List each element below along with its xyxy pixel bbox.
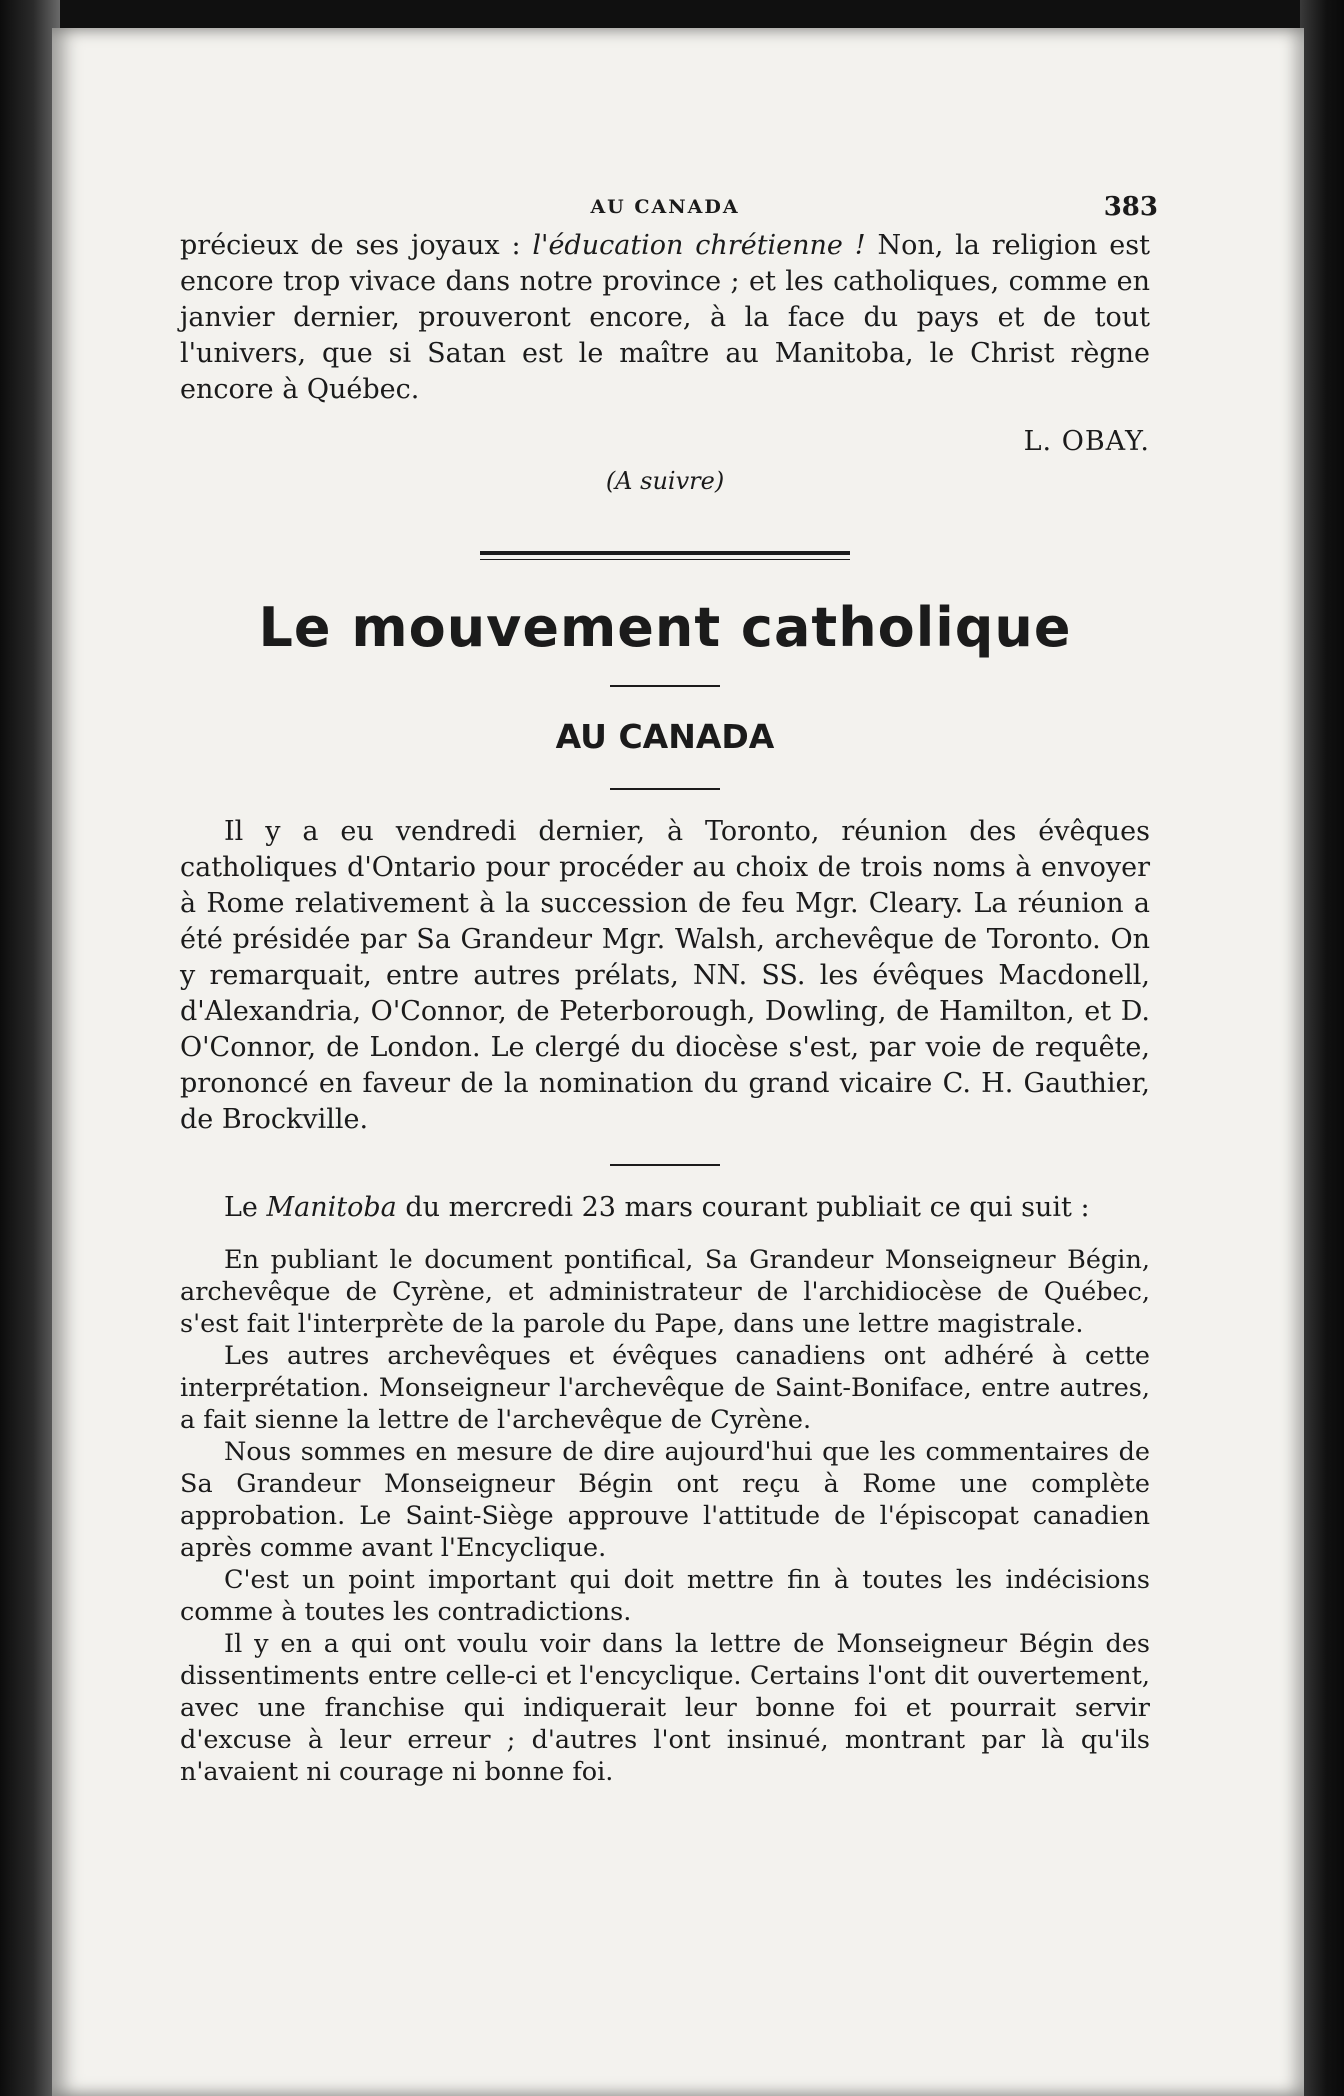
article-subtitle: AU CANADA [555,717,775,756]
title-rule [610,685,720,687]
book-right-edge [1300,0,1344,2096]
continuation-text-end: Non, la religion est encore trop vivace dans notre province ; et les catholiques, comme en janvier dernier, prouveront encore, à la face du pays et de tout l'univers, que si Satan est le maître au Manitoba, le Christ règne encore à Québec. [180,230,1150,405]
quote-paragraph: C'est un point important qui doit mettre fin à toutes les indécisions comme à toutes les contradictions. [180,1565,1150,1627]
continuation-paragraph [180,228,1150,408]
newspaper-name: Manitoba [266,1192,397,1223]
article-title: Le mouvement catholique [258,596,1072,659]
paragraph-rule [610,1164,720,1166]
quote-paragraph: Il y en a qui ont voulu voir dans la lettre de Monseigneur Bégin des dissentiments entre celle-ci et l'encyclique. Certains l'ont dit ouvertement, avec une franchise qui indiquerait leur bonne foi et pourrait servir d'excuse à leur erreur ; d'autres l'ont insinué, montrant par là qu'ils n'avaient ni courage ni bonne foi. [180,1629,1150,1787]
quote-paragraph: Les autres archevêques et évêques canadiens ont adhéré à cette interprétation. Monseigneur l'archevêque de Saint-Boniface, entre autres, a fait sienne la lettre de l'archevêque de Cyrène. [180,1341,1150,1435]
page-number: 383 [1103,192,1158,222]
paragraph-2-end: du mercredi 23 mars courant publiait ce qui suit : [396,1192,1090,1223]
to-be-continued: (A suivre) [605,467,725,495]
author-signature: L. OBAY. [1023,426,1150,457]
quoted-article [180,1244,1150,1788]
running-head-title: AU CANADA [590,196,740,218]
continuation-text-start: précieux de ses joyaux : [180,230,533,261]
book-binding-edge [0,0,60,2096]
section-divider [480,551,850,560]
paragraph-manitoba-intro [180,1190,1150,1226]
page-content [180,188,1158,1788]
quote-paragraph: Nous sommes en mesure de dire aujourd'hui que les commentaires de Sa Grandeur Monseigneur Bégin ont reçu à Rome une complète approbation. Le Saint-Siège approuve l'attitude de l'épiscopat canadien après comme avant l'Encyclique. [180,1437,1150,1563]
continuation-italic: l'éducation chrétienne ! [532,230,866,261]
subtitle-rule [610,788,720,790]
quote-paragraph: En publiant le document pontifical, Sa Grandeur Monseigneur Bégin, archevêque de Cyrène, et administrateur de l'archidiocèse de Québec, s'est fait l'interprète de la parole du Pape, dans une lettre magistrale. [180,1245,1150,1339]
paragraph-2-start: Le [224,1192,267,1223]
page-sheet [52,28,1304,2096]
running-head [180,188,1158,228]
paragraph-toronto-meeting: Il y a eu vendredi dernier, à Toronto, réunion des évêques catholiques d'Ontario pour procéder au choix de trois noms à envoyer à Rome relativement à la succession de feu Mgr. Cleary. La réunion a été présidée par Sa Grandeur Mgr. Walsh, archevêque de Toronto. On y remarquait, entre autres prélats, NN. SS. les évêques Macdonell, d'Alexandria, O'Connor, de Peterborough, Dowling, de Hamilton, et D. O'Connor, de London. Le clergé du diocèse s'est, par voie de requête, prononcé en faveur de la nomination du grand vicaire C. H. Gauthier, de Brockville. [180,816,1150,1135]
